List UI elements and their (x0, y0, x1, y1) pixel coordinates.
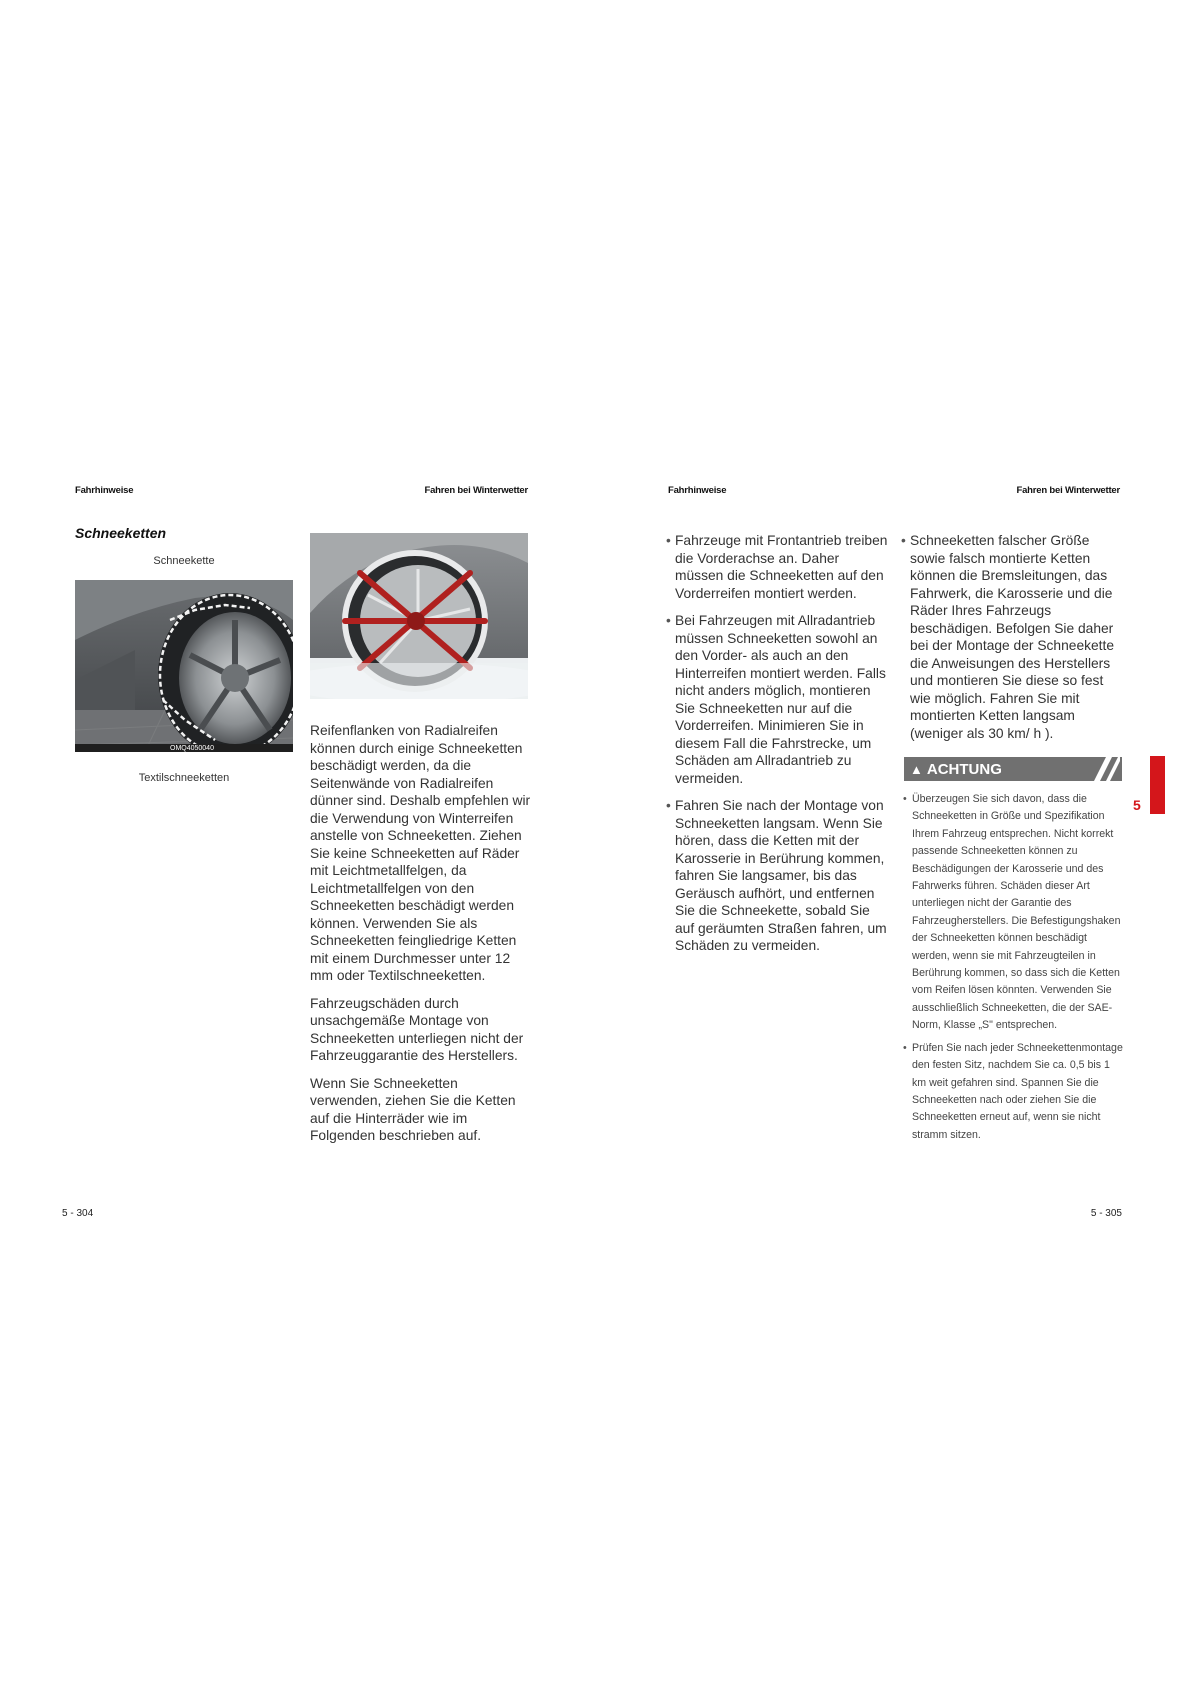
header-left: Fahrhinweise (75, 485, 134, 496)
paragraph-2: Fahrzeugschäden durch unsachgemäße Montage von Schneeketten unterliegen nicht der Fahrzeuggarantie des Herstellers. (310, 995, 524, 1063)
paragraph-3: Wenn Sie Schneeketten verwenden, ziehen Sie die Ketten auf die Hinterräder wie im Folgenden beschrieben auf. (310, 1075, 516, 1143)
caption-textile-chains: Textilschneeketten (138, 772, 230, 784)
bullet-all-wheel-drive: • Bei Fahrzeugen mit Allradantrieb müssen Schneeketten sowohl an den Vorder- als auch an den Hinterreifen montiert werden. Falls nicht anders möglich, montieren Sie Schneeketten nur auf die Vorderreifen. Minimieren Sie in diesem Fall die Fahrstrecke, um Schäden am Allradantrieb zu vermeiden. (667, 612, 889, 787)
header-right: Fahren bei Winterwetter (424, 485, 528, 496)
snow-chain-photo (75, 580, 293, 752)
paragraph-1: Reifenflanken von Radialreifen können durch einige Schneeketten beschädigt werden, da die Seitenwände von Radialreifen dünner sind. Deshalb empfehlen wir die Verwendung von Winterreifen anstelle von Schneeketten. Ziehen Sie keine Schneeketten auf Räder mit Leichtmetallfelgen, da Leichtmetallfelgen von den Schneeketten beschädigt werden können. Verwenden Sie als Schneeketten feingliedrige Ketten mit einem Durchmesser unter 12 mm oder Textilschneeketten. (310, 723, 531, 983)
warning-title: ACHTUNG (926, 760, 1002, 778)
header-right: Fahren bei Winterwetter (1016, 485, 1120, 496)
bullet-wrong-size: • Schneeketten falscher Größe sowie falsch montierte Ketten können die Bremsleitungen, das Fahrwerk, die Karosserie und die Räder Ihres Fahrzeugs beschädigen. Befolgen Sie daher bei der Montage der Schneekette die Anweisungen des Herstellers und montieren Sie diese so fest wie möglich. Fahren Sie mit montierten Ketten langsam (weniger als 30 km/ h ). (902, 532, 1124, 742)
warning-body (903, 791, 1123, 1149)
left-body-text (310, 722, 532, 1155)
page-number-right: 5 - 305 (1090, 1208, 1122, 1219)
chapter-number: 5 (1133, 797, 1141, 813)
right-column-2 (902, 532, 1124, 752)
caption-snow-chain: Schneekette (153, 555, 215, 567)
warning-header (904, 757, 1122, 781)
warning-bullet-1: • Überzeugen Sie sich davon, dass die Schneeketten in Größe und Spezifikation Ihrem Fahrzeug entsprechen. Nicht korrekt passende Schneeketten können zu Beschädigungen der Karosserie und des Fahrwerks führen. Schäden dieser Art unterliegen nicht der Garantie des Fahrzeugherstellers. Die Befestigungshaken der Schneeketten können beschädigt werden, wenn sie mit Fahrzeugteilen in Berührung kommen, so dass sich die Ketten vom Reifen lösen könnten. Verwenden Sie ausschließlich Schneeketten, die der SAE-Norm, Klasse „S" entsprechen. (903, 791, 1123, 1035)
image-code: OMQ4050040 (170, 745, 214, 752)
chapter-tab (1150, 756, 1165, 814)
bullet-drive-slowly: • Fahren Sie nach der Montage von Schneeketten langsam. Wenn Sie hören, dass die Ketten mit der Karosserie in Berührung kommen, fahren Sie langsamer, bis das Geräusch aufhört, und entfernen Sie die Schneekette, sobald Sie auf geräumten Straßen fahren, um Schäden zu vermeiden. (667, 797, 889, 955)
warning-bullet-2: • Prüfen Sie nach jeder Schneekettenmontage den festen Sitz, nachdem Sie ca. 0,5 bis 1 km weit gefahren sind. Spannen Sie die Schneeketten nach oder ziehen Sie die Schneeketten erneut auf, wenn sie nicht stramm sitzen. (903, 1040, 1123, 1144)
textile-chain-photo (310, 533, 528, 699)
bullet-front-wheel-drive: • Fahrzeuge mit Frontantrieb treiben die Vorderachse an. Daher müssen die Schneeketten auf den Vorderreifen montiert werden. (667, 532, 889, 602)
section-title: Schneeketten (75, 525, 167, 541)
header-left: Fahrhinweise (668, 485, 727, 496)
warning-stripes-icon (1080, 757, 1120, 781)
right-column-1 (667, 532, 889, 965)
page-number-left: 5 - 304 (62, 1208, 94, 1219)
warning-icon: ▲ (910, 761, 923, 777)
